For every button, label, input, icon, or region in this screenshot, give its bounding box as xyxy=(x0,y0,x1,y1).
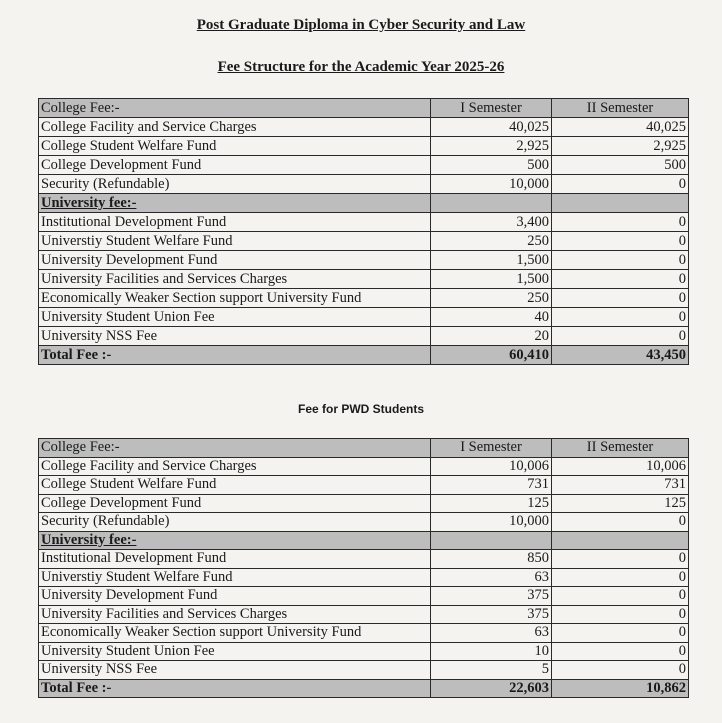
table-row xyxy=(39,156,689,175)
semester-1-amount: 63 xyxy=(431,624,552,643)
semester-1-amount: 1,500 xyxy=(431,251,552,270)
semester-2-amount: 0 xyxy=(552,251,689,270)
semester-1-amount: 850 xyxy=(431,550,552,569)
semester-2-amount: 0 xyxy=(552,289,689,308)
fee-item-label: College Development Fund xyxy=(39,156,431,175)
semester-2-amount: 125 xyxy=(552,494,689,513)
semester-1-amount: 375 xyxy=(431,587,552,606)
semester-2-amount: 0 xyxy=(552,568,689,587)
semester-1-header: I Semester xyxy=(431,99,552,118)
table-row xyxy=(39,308,689,327)
general-fee-table xyxy=(38,98,689,365)
table-row xyxy=(39,213,689,232)
fee-item-label: Security (Refundable) xyxy=(39,513,431,532)
fee-item-label: College Development Fund xyxy=(39,494,431,513)
semester-2-amount: 0 xyxy=(552,175,689,194)
fee-item-label: Economically Weaker Section support University Fund xyxy=(39,289,431,308)
table-row xyxy=(39,457,689,476)
empty-cell xyxy=(431,194,552,213)
semester-1-amount: 500 xyxy=(431,156,552,175)
table-row xyxy=(39,642,689,661)
semester-1-amount: 20 xyxy=(431,327,552,346)
fee-item-label: Security (Refundable) xyxy=(39,175,431,194)
fee-item-label: University Development Fund xyxy=(39,251,431,270)
empty-cell xyxy=(552,194,689,213)
semester-2-amount: 0 xyxy=(552,624,689,643)
table-row xyxy=(39,232,689,251)
fee-item-label: University Development Fund xyxy=(39,587,431,606)
table-row xyxy=(39,513,689,532)
semester-2-total: 43,450 xyxy=(552,346,689,365)
university-fee-heading-row xyxy=(39,194,689,213)
semester-1-amount: 10,000 xyxy=(431,175,552,194)
table-row xyxy=(39,289,689,308)
semester-1-amount: 63 xyxy=(431,568,552,587)
table-row xyxy=(39,476,689,495)
semester-2-amount: 0 xyxy=(552,661,689,680)
semester-1-amount: 250 xyxy=(431,289,552,308)
fee-item-label: University NSS Fee xyxy=(39,661,431,680)
fee-item-label: Universtiy Student Welfare Fund xyxy=(39,232,431,251)
fee-item-label: College Facility and Service Charges xyxy=(39,118,431,137)
table-row xyxy=(39,494,689,513)
semester-2-amount: 0 xyxy=(552,605,689,624)
semester-1-amount: 2,925 xyxy=(431,137,552,156)
fee-item-label: College Student Welfare Fund xyxy=(39,137,431,156)
fee-item-label: University Student Union Fee xyxy=(39,642,431,661)
university-fee-heading: University fee:- xyxy=(39,531,431,550)
semester-1-amount: 10,000 xyxy=(431,513,552,532)
fee-item-label: Universtiy Student Welfare Fund xyxy=(39,568,431,587)
total-label: Total Fee :- xyxy=(39,346,431,365)
fee-item-label: University Student Union Fee xyxy=(39,308,431,327)
semester-1-amount: 3,400 xyxy=(431,213,552,232)
header-row xyxy=(39,439,689,458)
semester-1-amount: 125 xyxy=(431,494,552,513)
table-row xyxy=(39,605,689,624)
fee-item-label: University NSS Fee xyxy=(39,327,431,346)
semester-2-amount: 0 xyxy=(552,270,689,289)
fee-item-label: Institutional Development Fund xyxy=(39,550,431,569)
fee-item-label: Economically Weaker Section support University Fund xyxy=(39,624,431,643)
semester-2-amount: 0 xyxy=(552,550,689,569)
semester-1-amount: 250 xyxy=(431,232,552,251)
total-label: Total Fee :- xyxy=(39,679,431,698)
table-row xyxy=(39,175,689,194)
fee-item-label: University Facilities and Services Charges xyxy=(39,270,431,289)
table-row xyxy=(39,327,689,346)
table-row xyxy=(39,661,689,680)
table-row xyxy=(39,118,689,137)
semester-2-amount: 10,006 xyxy=(552,457,689,476)
semester-1-amount: 375 xyxy=(431,605,552,624)
fee-item-label: College Facility and Service Charges xyxy=(39,457,431,476)
total-row xyxy=(39,679,689,698)
semester-2-amount: 500 xyxy=(552,156,689,175)
semester-2-amount: 0 xyxy=(552,642,689,661)
fee-item-label: Institutional Development Fund xyxy=(39,213,431,232)
university-fee-heading-row xyxy=(39,531,689,550)
semester-2-amount: 0 xyxy=(552,213,689,232)
table-row xyxy=(39,550,689,569)
semester-2-amount: 0 xyxy=(552,308,689,327)
table-row xyxy=(39,568,689,587)
semester-1-header: I Semester xyxy=(431,439,552,458)
semester-2-amount: 0 xyxy=(552,587,689,606)
document-subtitle: Fee Structure for the Academic Year 2025-26 xyxy=(217,59,505,75)
semester-2-amount: 0 xyxy=(552,327,689,346)
semester-2-amount: 0 xyxy=(552,232,689,251)
university-fee-heading: University fee:- xyxy=(39,194,431,213)
semester-2-header: II Semester xyxy=(552,99,689,118)
semester-1-amount: 5 xyxy=(431,661,552,680)
header-row xyxy=(39,99,689,118)
pwd-section-title: Fee for PWD Students xyxy=(297,402,424,416)
semester-2-amount: 2,925 xyxy=(552,137,689,156)
semester-2-total: 10,862 xyxy=(552,679,689,698)
semester-2-header: II Semester xyxy=(552,439,689,458)
total-row xyxy=(39,346,689,365)
fee-item-label: College Student Welfare Fund xyxy=(39,476,431,495)
semester-1-amount: 731 xyxy=(431,476,552,495)
table-row xyxy=(39,137,689,156)
semester-1-total: 22,603 xyxy=(431,679,552,698)
fee-item-label: University Facilities and Services Charges xyxy=(39,605,431,624)
semester-1-amount: 40 xyxy=(431,308,552,327)
table-row xyxy=(39,587,689,606)
table-row xyxy=(39,270,689,289)
semester-1-amount: 10,006 xyxy=(431,457,552,476)
pwd-fee-table xyxy=(38,438,689,698)
empty-cell xyxy=(431,531,552,550)
table-row xyxy=(39,624,689,643)
semester-2-amount: 731 xyxy=(552,476,689,495)
semester-1-total: 60,410 xyxy=(431,346,552,365)
semester-1-amount: 40,025 xyxy=(431,118,552,137)
college-fee-heading: College Fee:- xyxy=(39,99,431,118)
empty-cell xyxy=(552,531,689,550)
table-row xyxy=(39,251,689,270)
college-fee-heading: College Fee:- xyxy=(39,439,431,458)
document-title: Post Graduate Diploma in Cyber Security and Law xyxy=(196,17,526,33)
semester-2-amount: 40,025 xyxy=(552,118,689,137)
semester-1-amount: 1,500 xyxy=(431,270,552,289)
semester-1-amount: 10 xyxy=(431,642,552,661)
semester-2-amount: 0 xyxy=(552,513,689,532)
